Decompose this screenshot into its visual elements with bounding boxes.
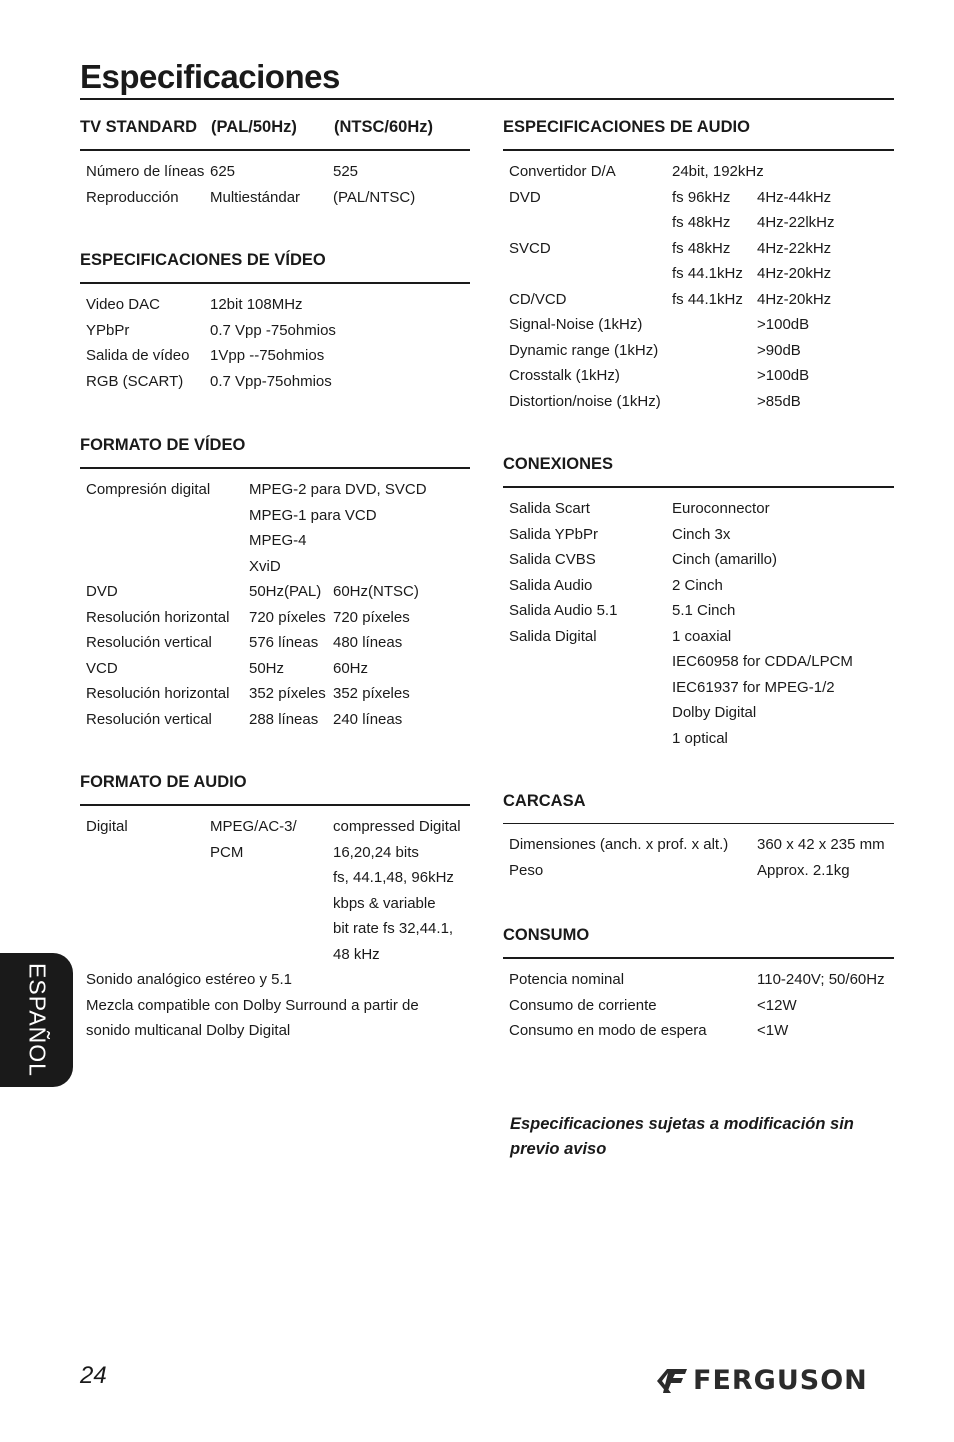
tv-standard-heading-label: TV STANDARD [80, 118, 198, 136]
tv-standard-rows [80, 151, 470, 210]
table-row [509, 649, 894, 675]
table-cell: >90dB [757, 341, 801, 359]
table-cell: 4Hz-20kHz [757, 265, 832, 282]
audio-format-rows [80, 806, 470, 967]
table-row [509, 832, 894, 858]
table-row [509, 363, 894, 389]
table-cell: Resolución horizontal [86, 685, 230, 702]
consumption-heading: CONSUMO [503, 926, 590, 944]
table-cell: 480 líneas [333, 634, 403, 651]
table-cell: Distortion/noise (1kHz) [509, 392, 661, 410]
table-cell [86, 840, 210, 866]
language-tab [0, 953, 73, 1087]
table-row [86, 814, 470, 840]
table-cell: Consumo de corriente [509, 996, 657, 1014]
table-cell: 720 píxeles [249, 608, 326, 626]
table-row [86, 554, 470, 580]
table-cell: (PAL/NTSC) [333, 188, 416, 206]
table-cell [509, 726, 672, 752]
table-cell [210, 942, 333, 968]
table-cell: Resolución horizontal [86, 608, 230, 626]
table-row [509, 700, 894, 726]
table-row [509, 1018, 894, 1044]
language-tab-label: ESPAÑOL [24, 963, 50, 1077]
table-cell: Euroconnector [672, 500, 770, 517]
table-cell: Cinch (amarillo) [672, 551, 778, 568]
table-cell: MPEG-4 [249, 532, 307, 549]
table-cell [86, 528, 249, 554]
table-cell [210, 891, 333, 917]
table-row [86, 840, 470, 866]
table-row [509, 547, 894, 573]
table-cell [86, 865, 210, 891]
table-row [509, 389, 894, 415]
table-row [86, 916, 470, 942]
video-specs-heading: ESPECIFICACIONES DE VÍDEO [80, 251, 326, 269]
table-cell: 1 coaxial [672, 627, 732, 645]
housing-section [503, 790, 894, 883]
video-specs-section [80, 249, 470, 394]
table-cell: Número de líneas [86, 163, 205, 180]
video-specs-rows [80, 284, 470, 394]
table-row [86, 503, 470, 529]
brand-logo [655, 1365, 868, 1396]
table-cell: DVD [86, 583, 118, 600]
table-cell [86, 942, 210, 968]
table-row [509, 624, 894, 650]
table-cell [86, 916, 210, 942]
table-row [509, 496, 894, 522]
table-cell [86, 554, 249, 580]
tv-standard-heading-pal: (PAL/50Hz) [211, 118, 297, 136]
tv-standard-section [80, 116, 470, 210]
table-row [86, 865, 470, 891]
table-cell: Dolby Digital [672, 704, 757, 721]
housing-heading: CARCASA [503, 792, 586, 810]
table-cell: fs 96kHz [672, 188, 731, 206]
table-cell: 2 Cinch [672, 576, 723, 594]
table-row [509, 858, 894, 884]
table-cell: 576 líneas [249, 634, 319, 651]
table-cell: 4Hz-22kHz [757, 239, 832, 257]
table-cell: Salida Audio 5.1 [509, 602, 618, 619]
table-cell: 1 optical [672, 729, 728, 747]
connections-section [503, 453, 894, 751]
table-row [509, 598, 894, 624]
table-cell: 50Hz [249, 659, 285, 677]
table-cell: 12bit 108MHz [210, 296, 303, 313]
table-row [86, 656, 470, 682]
table-cell: <1W [757, 1022, 789, 1039]
table-cell [672, 338, 757, 364]
table-cell: Dynamic range (1kHz) [509, 341, 659, 359]
table-cell: Video DAC [86, 296, 160, 313]
tv-standard-heading [80, 116, 470, 138]
table-cell: 60Hz [333, 659, 369, 677]
table-cell: 1Vpp --75ohmios [210, 347, 325, 364]
table-cell: 352 píxeles [249, 685, 326, 702]
table-cell: Consumo en modo de espera [509, 1022, 707, 1039]
table-row [86, 528, 470, 554]
table-cell: >100dB [757, 316, 810, 333]
table-cell: Salida Audio [509, 576, 593, 594]
table-row [509, 726, 894, 752]
table-row [86, 681, 470, 707]
table-cell: Dimensiones (anch. x prof. x alt.) [509, 836, 729, 853]
table-row [509, 236, 894, 262]
table-row [86, 630, 470, 656]
page-number: 24 [80, 1362, 107, 1389]
table-cell: Digital [86, 818, 128, 835]
table-cell: PCM [210, 843, 244, 861]
connections-heading: CONEXIONES [503, 455, 614, 473]
table-row [86, 942, 470, 968]
table-cell [86, 503, 249, 529]
table-cell: Resolución vertical [86, 710, 212, 728]
table-row [86, 579, 470, 605]
table-cell: Salida Scart [509, 500, 590, 517]
brand-name: FERGUSON [693, 1365, 868, 1396]
table-cell: Multiestándar [210, 188, 301, 206]
table-row [509, 522, 894, 548]
table-cell: Salida YPbPr [509, 525, 598, 543]
table-cell: Salida CVBS [509, 551, 596, 568]
table-cell [509, 210, 672, 236]
specifications-note: Especificaciones sujetas a modificación sin previo aviso [510, 1115, 854, 1158]
table-cell: IEC61937 for MPEG-1/2 [672, 678, 835, 696]
table-row [86, 318, 470, 344]
table-cell: MPEG-2 para DVD, SVCD [249, 481, 427, 498]
table-cell: >100dB [757, 367, 810, 384]
table-cell: 48 kHz [333, 945, 380, 963]
table-cell [509, 261, 672, 287]
table-row [86, 292, 470, 318]
table-cell: 625 [210, 163, 236, 180]
table-row [509, 967, 894, 993]
ferguson-logo-icon [655, 1367, 689, 1395]
table-cell: MPEG/AC-3/ [210, 818, 297, 835]
audio-format-line: Mezcla compatible con Dolby Surround a partir de [86, 996, 419, 1014]
table-cell: Crosstalk (1kHz) [509, 367, 620, 384]
audio-format-line: sonido multicanal Dolby Digital [86, 1022, 291, 1039]
table-cell [509, 700, 672, 726]
table-cell: Approx. 2.1kg [757, 861, 850, 879]
table-cell: 16,20,24 bits [333, 843, 419, 861]
table-row [509, 675, 894, 701]
table-row [86, 343, 470, 369]
table-row [86, 707, 470, 733]
table-cell: MPEG-1 para VCD [249, 506, 377, 524]
table-cell: Compresión digital [86, 481, 211, 498]
table-cell [509, 649, 672, 675]
table-cell: Reproducción [86, 188, 179, 206]
audio-format-heading: FORMATO DE AUDIO [80, 773, 247, 791]
table-cell [672, 389, 757, 415]
table-cell: 352 píxeles [333, 685, 410, 702]
table-cell: kbps & variable [333, 894, 436, 912]
table-row [86, 605, 470, 631]
table-cell [86, 891, 210, 917]
table-cell: Signal-Noise (1kHz) [509, 316, 643, 333]
title-divider [80, 98, 894, 100]
table-row [509, 287, 894, 313]
table-cell: fs 44.1kHz [672, 290, 743, 308]
table-cell: fs 44.1kHz [672, 265, 743, 282]
table-row [86, 369, 470, 395]
table-cell: 240 líneas [333, 710, 403, 728]
table-row [86, 891, 470, 917]
table-cell: 4Hz-20kHz [757, 290, 832, 308]
table-cell [210, 865, 333, 891]
table-row [509, 159, 894, 185]
housing-rows [503, 824, 894, 883]
table-cell: 4Hz-44kHz [757, 188, 832, 206]
table-cell: >85dB [757, 392, 801, 410]
video-format-rows [80, 469, 470, 732]
table-cell: DVD [509, 188, 541, 206]
table-row [509, 993, 894, 1019]
table-cell: YPbPr [86, 321, 130, 339]
table-cell: 60Hz(NTSC) [333, 583, 419, 600]
video-format-heading: FORMATO DE VÍDEO [80, 436, 246, 454]
table-cell: <12W [757, 996, 797, 1014]
audio-specs-rows [503, 151, 894, 414]
table-cell: fs, 44.1,48, 96kHz [333, 869, 454, 886]
page-title: Especificaciones [80, 58, 340, 95]
table-cell: 525 [333, 163, 359, 180]
table-cell: 50Hz(PAL) [249, 583, 322, 600]
connections-rows [503, 488, 894, 751]
table-cell: XviD [249, 557, 281, 575]
table-row [86, 185, 470, 211]
table-cell: CD/VCD [509, 290, 567, 308]
table-cell: 360 x 42 x 235 mm [757, 836, 885, 853]
table-cell: VCD [86, 659, 118, 677]
table-cell: Convertidor D/A [509, 163, 616, 180]
table-cell: 0.7 Vpp-75ohmios [210, 372, 332, 390]
table-row [86, 159, 470, 185]
tv-standard-heading-ntsc: (NTSC/60Hz) [334, 118, 434, 136]
table-cell: SVCD [509, 239, 551, 257]
table-cell [672, 312, 757, 338]
table-row [509, 210, 894, 236]
table-row [86, 477, 470, 503]
table-cell: IEC60958 for CDDA/LPCM [672, 653, 853, 670]
table-cell: 4Hz-22lkHz [757, 214, 835, 231]
table-cell: RGB (SCART) [86, 372, 184, 390]
table-row [509, 338, 894, 364]
table-cell: fs 48kHz [672, 214, 731, 231]
table-cell: Resolución vertical [86, 634, 212, 651]
audio-specs-heading: ESPECIFICACIONES DE AUDIO [503, 118, 750, 136]
table-cell: 24bit, 192kHz [672, 163, 764, 180]
table-cell [210, 916, 333, 942]
table-cell: Salida Digital [509, 627, 597, 645]
table-cell: 720 píxeles [333, 608, 410, 626]
table-cell: Salida de vídeo [86, 347, 190, 364]
table-cell [509, 675, 672, 701]
table-cell: Peso [509, 861, 544, 879]
table-cell: 110-240V; 50/60Hz [757, 971, 885, 988]
table-cell: 0.7 Vpp -75ohmios [210, 321, 336, 339]
table-cell: fs 48kHz [672, 239, 731, 257]
table-row [509, 185, 894, 211]
audio-format-line: Sonido analógico estéreo y 5.1 [86, 971, 292, 988]
table-cell: 5.1 Cinch [672, 602, 736, 619]
table-cell: compressed Digital [333, 818, 461, 835]
table-row [509, 312, 894, 338]
video-format-section [80, 434, 470, 732]
table-cell [672, 363, 757, 389]
audio-format-section [80, 771, 470, 1044]
consumption-section [503, 924, 894, 1044]
table-cell: Potencia nominal [509, 971, 625, 988]
table-cell: Cinch 3x [672, 525, 731, 543]
audio-specs-section [503, 116, 894, 414]
table-row [509, 573, 894, 599]
table-cell: 288 líneas [249, 710, 319, 728]
table-row [509, 261, 894, 287]
table-cell: bit rate fs 32,44.1, [333, 920, 454, 937]
consumption-rows [503, 959, 894, 1044]
